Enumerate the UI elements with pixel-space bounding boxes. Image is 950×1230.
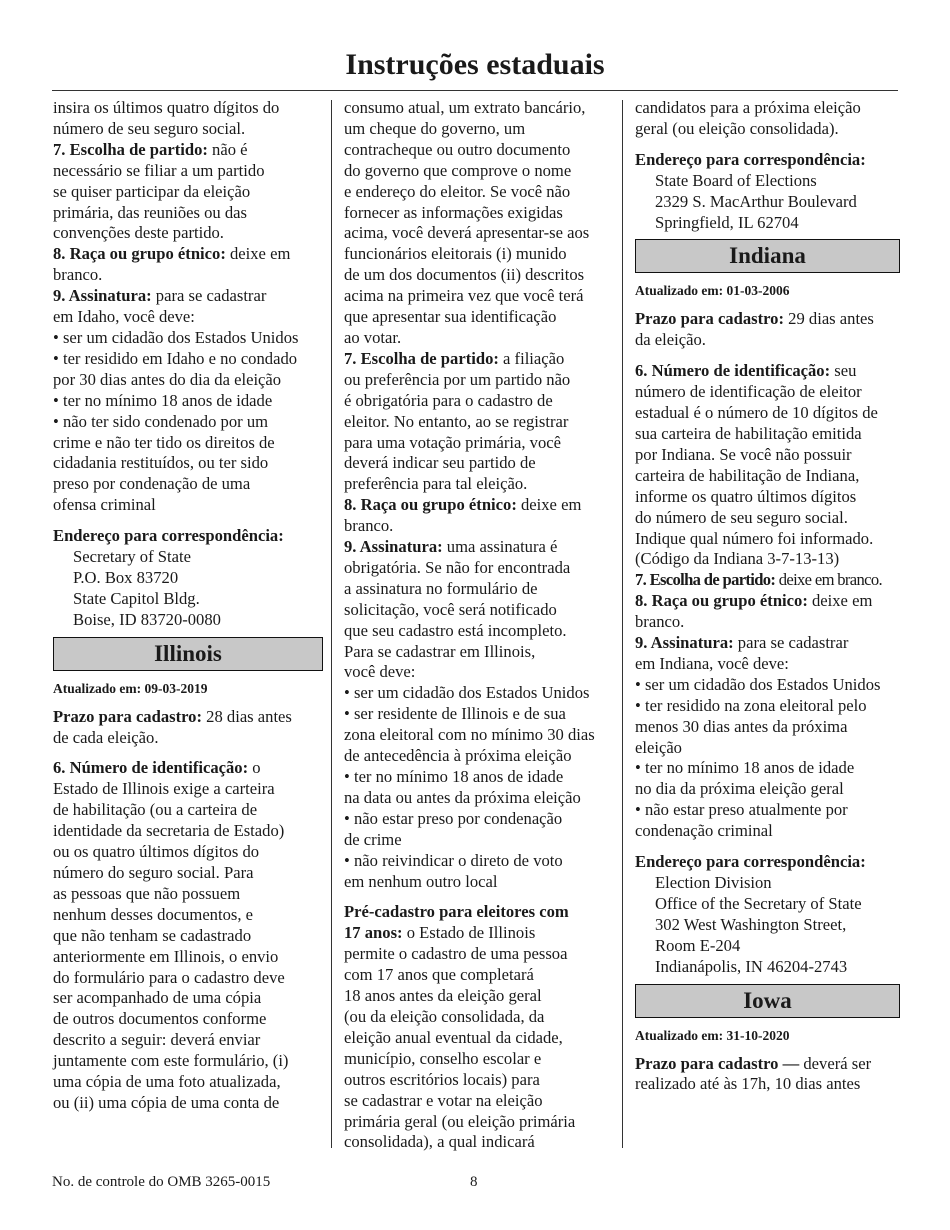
address-line: 2329 S. MacArthur Boulevard	[655, 191, 857, 211]
text-line	[53, 947, 323, 968]
state-heading-iowa: Iowa	[635, 984, 900, 1018]
line-text: para uma votação primária, você	[344, 432, 561, 452]
line-text: anteriormente em Illinois, o envio	[53, 946, 279, 966]
line-text: que seu cadastro está incompleto.	[344, 620, 567, 640]
text-line	[344, 986, 612, 1007]
line-text: em nenhum outro local	[344, 871, 498, 891]
line-text: preferência para tal eleição.	[344, 474, 528, 494]
text-line	[53, 412, 323, 433]
line-text: funcionários eleitorais (i) munido	[344, 244, 567, 264]
text-line	[344, 391, 612, 412]
page-number: 8	[470, 1174, 478, 1190]
text-line	[344, 349, 612, 370]
line-text: descrito a seguir: deverá enviar	[53, 1030, 261, 1050]
line-text: crime e não ter tido os direitos de	[53, 432, 275, 452]
text-line	[53, 842, 323, 863]
line-text: contracheque ou outro documento	[344, 139, 571, 159]
text-line	[53, 203, 323, 224]
text-line	[53, 453, 323, 474]
bold-label: 9. Assinatura:	[53, 286, 152, 306]
idaho-mail-address	[53, 547, 323, 631]
text-line	[344, 767, 612, 788]
bold-label: Prazo para cadastro —	[635, 1053, 800, 1073]
column-divider	[331, 100, 332, 1148]
line-text: condenação criminal	[635, 821, 773, 841]
line-text: as pessoas que não possuem	[53, 883, 241, 903]
text-line	[344, 965, 612, 986]
text-line	[344, 119, 612, 140]
text-line	[53, 968, 323, 989]
text-line	[635, 675, 900, 696]
text-line	[344, 725, 612, 746]
text-line	[53, 265, 323, 286]
text-line	[635, 424, 900, 445]
line-text: ser acompanhado de uma cópia	[53, 988, 262, 1008]
text-line	[635, 779, 900, 800]
text-line	[344, 830, 612, 851]
line-text: Estado de Illinois exige a carteira	[53, 779, 275, 799]
line-text: por Indiana. Se você não possuir	[635, 444, 852, 464]
indiana-instructions	[635, 361, 900, 842]
text-line	[635, 758, 900, 779]
text-line	[344, 746, 612, 767]
mail-label: Endereço para correspondência:	[635, 852, 866, 872]
bold-label: 8. Raça ou grupo étnico:	[635, 591, 808, 611]
address-line: P.O. Box 83720	[73, 567, 179, 587]
text-line	[344, 600, 612, 621]
bold-label: 9. Assinatura:	[344, 537, 443, 557]
line-text: juntamente com este formulário, (i)	[53, 1051, 289, 1071]
line-text: número do seguro social. Para	[53, 863, 254, 882]
text-line	[344, 265, 612, 286]
bold-label: 7. Escolha de partido:	[53, 139, 208, 159]
line-text: convenções deste partido.	[53, 223, 224, 243]
text-line	[344, 1112, 612, 1133]
line-text: de crime	[344, 829, 402, 849]
updated-date: Atualizado em: 31-10-2020	[635, 1027, 790, 1043]
text-line	[344, 1028, 612, 1049]
line-text: deixe em	[516, 495, 582, 515]
line-text: em Idaho, você deve:	[53, 307, 195, 327]
line-text: se quiser participar da eleição	[53, 181, 251, 201]
text-line	[344, 944, 612, 965]
line-text: geral (ou eleição consolidada).	[635, 118, 839, 138]
line-text: por 30 dias antes do dia da eleição	[53, 369, 282, 389]
text-line	[53, 140, 323, 161]
text-line	[344, 223, 612, 244]
text-line	[53, 728, 323, 749]
state-heading-indiana: Indiana	[635, 239, 900, 273]
text-line	[635, 800, 900, 821]
line-text: do formulário para o cadastro deve	[53, 967, 285, 987]
line-text: • ser um cidadão dos Estados Unidos	[635, 674, 881, 694]
line-text: carteira de habilitação de Indiana,	[635, 465, 860, 485]
text-line	[344, 902, 612, 923]
text-line	[53, 905, 323, 926]
illinois-instructions	[344, 98, 612, 892]
text-line	[53, 391, 323, 412]
line-text: • não reivindicar o direto de voto	[344, 850, 563, 870]
line-text: um cheque do governo, um	[344, 118, 526, 138]
text-line	[53, 244, 323, 265]
text-line	[344, 1007, 612, 1028]
line-text: obrigatória. Se não for encontrada	[344, 557, 571, 577]
line-text: deverá indicar seu partido de	[344, 453, 536, 473]
line-text: branco.	[344, 516, 394, 536]
line-text: não é	[207, 139, 248, 159]
text-line	[53, 758, 323, 779]
line-text: deixe em branco.	[775, 570, 882, 590]
line-text: (ou da eleição consolidada, da	[344, 1006, 545, 1026]
line-text: é obrigatória para o cadastro de	[344, 390, 553, 410]
text-line	[344, 872, 612, 893]
text-line	[53, 161, 323, 182]
line-text: uma cópia de uma foto atualizada,	[53, 1072, 281, 1092]
line-text: insira os últimos quatro dígitos do	[53, 98, 280, 117]
bold-label: 9. Assinatura:	[635, 633, 734, 653]
text-line	[635, 382, 900, 403]
text-line	[344, 809, 612, 830]
text-line	[635, 445, 900, 466]
line-text: branco.	[53, 265, 103, 285]
text-line	[635, 696, 900, 717]
text-line	[344, 621, 612, 642]
line-text: preso por condenação de uma	[53, 474, 251, 494]
line-text: • ter residido em Idaho e no condado	[53, 348, 298, 368]
updated-date: Atualizado em: 01-03-2006	[635, 283, 790, 299]
text-line	[344, 642, 612, 663]
line-text: de habilitação (ou a carteira de	[53, 800, 258, 820]
mail-label: Endereço para correspondência:	[635, 149, 866, 169]
line-text: número de identificação de eleitor	[635, 382, 862, 402]
address-line: Secretary of State	[73, 547, 191, 567]
text-line	[344, 495, 612, 516]
line-text: menos 30 dias antes da próxima	[635, 716, 848, 736]
text-line	[344, 579, 612, 600]
text-line	[344, 370, 612, 391]
line-text: número de seu seguro social.	[53, 118, 246, 138]
text-line	[344, 474, 612, 495]
text-line	[53, 307, 323, 328]
bold-label: 7. Escolha de partido:	[635, 570, 776, 590]
text-line	[344, 161, 612, 182]
line-text: a assinatura no formulário de	[344, 578, 538, 598]
text-line	[53, 1093, 323, 1114]
text-line	[344, 662, 612, 683]
line-text: da eleição.	[635, 330, 706, 350]
text-line	[344, 307, 612, 328]
column-divider	[622, 100, 623, 1148]
line-text: cidadania restituídos, ou ter sido	[53, 453, 269, 473]
text-line	[344, 1049, 612, 1070]
bold-label: 8. Raça ou grupo étnico:	[53, 244, 226, 264]
line-text: primária geral (ou eleição primária	[344, 1111, 576, 1131]
line-text: para se cadastrar	[151, 286, 267, 306]
line-text: • ser um cidadão dos Estados Unidos	[53, 327, 299, 347]
text-line	[344, 433, 612, 454]
text-line	[53, 286, 323, 307]
line-text: • ter no mínimo 18 anos de idade	[344, 767, 564, 786]
text-line	[53, 1051, 323, 1072]
text-line	[53, 223, 323, 244]
text-line	[344, 328, 612, 349]
line-text: de outros documentos conforme	[53, 1009, 267, 1029]
line-text: • ser um cidadão dos Estados Unidos	[344, 683, 590, 703]
text-line	[53, 988, 323, 1009]
text-line	[53, 821, 323, 842]
text-line	[635, 633, 900, 654]
text-line	[344, 140, 612, 161]
text-line	[53, 119, 323, 140]
line-text: 29 dias antes	[784, 309, 874, 329]
line-text: • ter no mínimo 18 anos de idade	[635, 758, 855, 778]
line-text: ou (ii) uma cópia de uma conta de	[53, 1092, 280, 1112]
line-text: deverá ser	[799, 1053, 872, 1073]
text-line	[53, 800, 323, 821]
text-line	[635, 361, 900, 382]
line-text: permite o cadastro de uma pessoa	[344, 944, 568, 964]
text-line	[53, 474, 323, 495]
address-line: Indianápolis, IN 46204-2743	[655, 956, 848, 976]
line-text: realizado até às 17h, 10 dias antes	[635, 1074, 861, 1094]
text-line	[53, 495, 323, 516]
address-line: Boise, ID 83720-0080	[73, 609, 221, 629]
line-text: fornecer as informações exigidas	[344, 202, 563, 222]
line-text: • não ter sido condenado por um	[53, 411, 269, 431]
line-text: ou os quatro últimos dígitos do	[53, 842, 260, 862]
line-text: se cadastrar e votar na eleição	[344, 1090, 543, 1110]
line-text: (Código da Indiana 3-7-13-13)	[635, 549, 840, 569]
line-text: ofensa criminal	[53, 495, 156, 515]
line-text: deixe em	[225, 244, 291, 264]
text-line	[53, 98, 323, 119]
line-text: e endereço do eleitor. Se você não	[344, 181, 571, 201]
line-text: Para se cadastrar em Illinois,	[344, 641, 536, 661]
text-line	[344, 1070, 612, 1091]
address-line: Springfield, IL 62704	[655, 212, 799, 232]
line-text: identidade da secretaria de Estado)	[53, 821, 285, 841]
line-text: eleitor. No entanto, ao se registrar	[344, 411, 569, 431]
text-line	[53, 433, 323, 454]
line-text: outros escritórios locais) para	[344, 1069, 540, 1089]
line-text: de um dos documentos (ii) descritos	[344, 265, 585, 285]
line-text: ao votar.	[344, 327, 402, 347]
line-text: • ser residente de Illinois e de sua	[344, 704, 566, 724]
bold-label: 6. Número de identificação:	[635, 361, 831, 381]
text-line	[635, 612, 900, 633]
text-line	[635, 654, 900, 675]
text-line	[53, 1030, 323, 1051]
line-text: consolidada), a qual indicará	[344, 1132, 535, 1152]
page-title: Instruções estaduais	[345, 48, 605, 81]
text-line	[53, 182, 323, 203]
indiana-mail-address	[635, 873, 900, 978]
text-line	[344, 286, 612, 307]
text-line	[635, 1054, 900, 1075]
line-text: você deve:	[344, 662, 416, 682]
text-line	[344, 558, 612, 579]
text-line	[635, 309, 900, 330]
text-line	[53, 884, 323, 905]
illinois-mail-address	[635, 171, 900, 234]
line-text: nenhum desses documentos, e	[53, 904, 254, 924]
line-text: no dia da próxima eleição geral	[635, 779, 844, 799]
text-line	[53, 1072, 323, 1093]
address-line: Election Division	[655, 873, 772, 892]
text-line	[53, 349, 323, 370]
line-text: Indique qual número foi informado.	[635, 528, 874, 548]
text-line	[635, 330, 900, 351]
line-text: acima, você deverá apresentar-se aos	[344, 223, 590, 243]
line-text: na data ou antes da próxima eleição	[344, 787, 581, 807]
text-line	[635, 487, 900, 508]
text-line	[344, 203, 612, 224]
text-line	[53, 1009, 323, 1030]
text-line	[635, 403, 900, 424]
text-line	[344, 923, 612, 944]
text-line	[344, 1132, 612, 1153]
bold-label: Prazo para cadastro:	[635, 309, 785, 329]
line-text: que apresentar sua identificação	[344, 307, 557, 327]
text-line	[635, 549, 900, 570]
line-text: 18 anos antes da eleição geral	[344, 986, 542, 1006]
line-text: solicitação, você será notificado	[344, 599, 557, 619]
line-text: o Estado de Illinois	[402, 923, 536, 943]
line-text: que não tenham se cadastrado	[53, 925, 252, 945]
address-line: State Capitol Bldg.	[73, 588, 200, 608]
line-text: primária, das reuniões ou das	[53, 202, 247, 222]
text-line	[53, 779, 323, 800]
text-line	[635, 570, 900, 591]
line-text: a filiação	[498, 348, 565, 368]
text-line	[635, 119, 900, 140]
line-text: com 17 anos que completará	[344, 965, 534, 985]
mail-label: Endereço para correspondência:	[53, 526, 284, 546]
iowa-deadline	[635, 1054, 900, 1096]
line-text: consumo atual, um extrato bancário,	[344, 98, 586, 117]
bold-label: 7. Escolha de partido:	[344, 348, 499, 368]
updated-date: Atualizado em: 09-03-2019	[53, 680, 208, 696]
state-heading-illinois: Illinois	[53, 637, 323, 671]
indiana-deadline	[635, 309, 900, 351]
line-text: deixe em	[807, 591, 873, 611]
line-text: do número de seu seguro social.	[635, 507, 848, 527]
text-line	[635, 98, 900, 119]
text-line	[344, 244, 612, 265]
title-rule	[52, 90, 898, 91]
text-line	[344, 537, 612, 558]
line-text: eleição anual eventual da cidade,	[344, 1027, 563, 1047]
line-text: o	[248, 758, 261, 778]
text-line	[635, 738, 900, 759]
illinois-id-number	[53, 758, 323, 1113]
bold-label: 17 anos:	[344, 923, 403, 943]
text-line	[344, 1091, 612, 1112]
text-line	[344, 851, 612, 872]
text-line	[53, 926, 323, 947]
column-2	[344, 98, 612, 1153]
text-line	[635, 821, 900, 842]
address-line: 302 West Washington Street,	[655, 914, 847, 934]
line-text: estadual é o número de 10 dígitos de	[635, 403, 878, 423]
bold-label: 8. Raça ou grupo étnico:	[344, 495, 517, 515]
line-text: • não estar preso atualmente por	[635, 800, 848, 820]
line-text: candidatos para a próxima eleição	[635, 98, 861, 117]
column-1	[53, 98, 323, 1114]
bold-label: 6. Número de identificação:	[53, 758, 249, 778]
line-text: • ter no mínimo 18 anos de idade	[53, 390, 273, 410]
text-line	[635, 717, 900, 738]
line-text: ou preferência por um partido não	[344, 369, 571, 389]
line-text: branco.	[635, 612, 685, 632]
line-text: 28 dias antes	[202, 706, 292, 726]
text-line	[344, 788, 612, 809]
text-line	[53, 370, 323, 391]
text-line	[53, 863, 323, 884]
address-line: Room E-204	[655, 935, 741, 955]
text-line	[635, 591, 900, 612]
line-text: sua carteira de habilitação emitida	[635, 423, 862, 443]
line-text: seu	[830, 361, 857, 381]
text-line	[635, 466, 900, 487]
address-line: Office of the Secretary of State	[655, 893, 862, 913]
text-line	[344, 453, 612, 474]
illinois-continued	[635, 98, 900, 140]
text-line	[53, 707, 323, 728]
text-line	[635, 508, 900, 529]
text-line	[344, 704, 612, 725]
illinois-deadline	[53, 707, 323, 749]
line-text: zona eleitoral com no mínimo 30 dias	[344, 725, 595, 745]
text-line	[53, 328, 323, 349]
address-line: State Board of Elections	[655, 170, 817, 190]
text-line	[635, 529, 900, 550]
text-line	[344, 98, 612, 119]
text-line	[344, 516, 612, 537]
text-line	[344, 683, 612, 704]
line-text: • não estar preso por condenação	[344, 808, 563, 828]
text-line	[344, 412, 612, 433]
line-text: em Indiana, você deve:	[635, 653, 789, 673]
line-text: município, conselho escolar e	[344, 1048, 542, 1068]
column-3	[635, 98, 900, 1095]
line-text: informe os quatro últimos dígitos	[635, 486, 857, 506]
line-text: eleição	[635, 737, 682, 757]
bold-label: Prazo para cadastro:	[53, 706, 203, 726]
line-text: uma assinatura é	[442, 537, 558, 557]
line-text: do governo que comprove o nome	[344, 160, 572, 180]
line-text: necessário se filiar a um partido	[53, 160, 265, 180]
idaho-instructions	[53, 98, 323, 516]
line-text: • ter residido na zona eleitoral pelo	[635, 695, 867, 715]
line-text: de cada eleição.	[53, 727, 159, 747]
text-line	[344, 182, 612, 203]
line-text: acima na primeira vez que você terá	[344, 286, 584, 306]
text-line	[635, 1074, 900, 1095]
bold-label: Pré-cadastro para eleitores com	[344, 902, 569, 922]
line-text: de antecedência à próxima eleição	[344, 746, 572, 766]
omb-control-number: No. de controle do OMB 3265-0015	[52, 1174, 271, 1190]
line-text: para se cadastrar	[733, 633, 849, 653]
illinois-preregistration	[344, 902, 612, 1153]
